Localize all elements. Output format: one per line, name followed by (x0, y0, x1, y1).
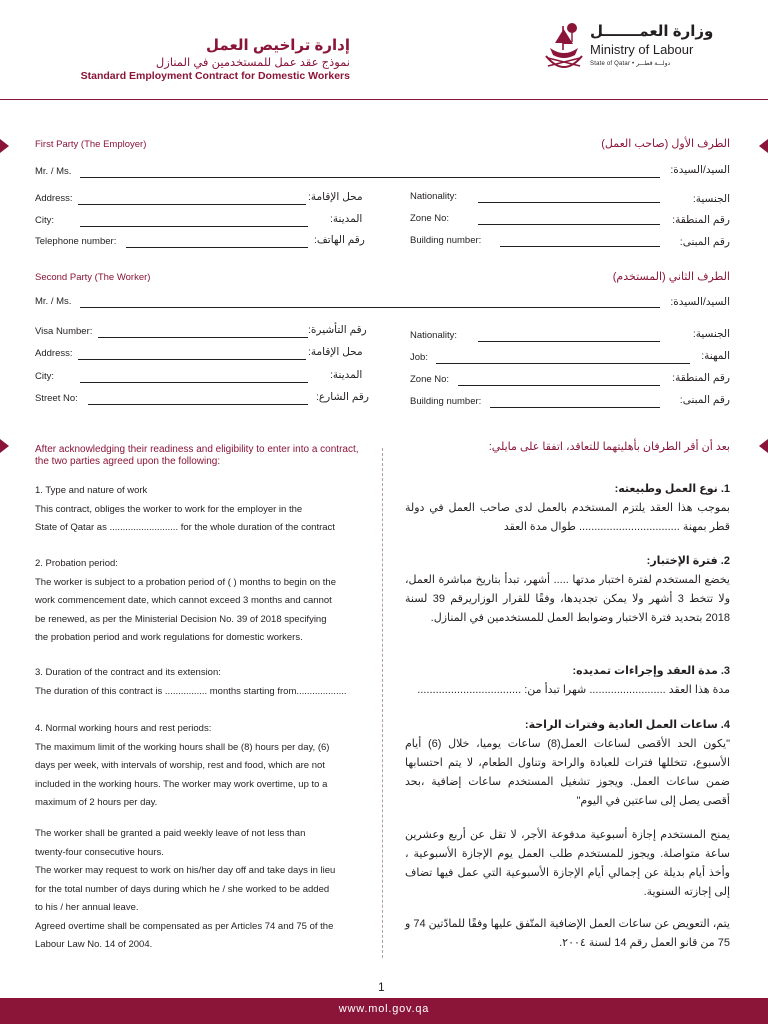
clause-3-body-arabic: مدة هذا العقد ......................... شهرا تبدأ من: .................................. (417, 684, 730, 696)
arabic-clause-2 (405, 552, 730, 628)
document-title-block (30, 36, 350, 82)
employer-telephone-field[interactable] (126, 247, 308, 248)
employer-telephone-label-arabic: رقم الهاتف: (314, 234, 365, 246)
clause-1-line: State of Qatar as .......................... for the whole duration of the contract (35, 522, 335, 533)
clause-4-overtime-arabic: يتم، التعويض عن ساعات العمل الإضافية المتّفق عليها وفقًا للمادّتين 74 و 75 من قانو العمل رقم 14 لسنة ٢٠٠٤. (405, 918, 730, 949)
arabic-clause-3 (405, 662, 730, 700)
worker-street-label-arabic: رقم الشارع: (316, 391, 369, 403)
worker-building-label-arabic: رقم المبنى: (679, 394, 730, 406)
employer-city-field[interactable] (80, 226, 308, 227)
first-party-title-english: First Party (The Employer) (35, 139, 147, 150)
clause-2-title: 2. Probation period: (35, 558, 118, 569)
english-clause-3 (35, 664, 365, 701)
clause-1-body-arabic: بموجب هذا العقد يلتزم المستخدم بالعمل لدى صاحب العمل في دولة قطر بمهنة ................................. طوال مدة العقد (405, 502, 730, 533)
english-clauses (35, 482, 365, 538)
worker-street-field[interactable] (88, 404, 308, 405)
worker-street-label: Street No: (35, 393, 78, 404)
clause-1-line: This contract, obliges the worker to work for the employer in the (35, 503, 303, 515)
employer-address-field[interactable] (78, 204, 306, 205)
english-clause-2 (35, 555, 365, 648)
worker-job-field[interactable] (436, 363, 690, 364)
clause-4-line: The maximum limit of the working hours shall be (8) hours per day, (6) (35, 741, 330, 753)
employer-city-label: City: (35, 215, 54, 226)
employer-telephone-label: Telephone number: (35, 236, 117, 247)
arabic-clause-1 (405, 480, 730, 537)
english-clause-4-leave (35, 825, 365, 955)
clause-4-line: Labour Law No. 14 of 2004. (35, 939, 153, 950)
employer-name-field[interactable] (80, 177, 660, 178)
employer-nationality-label: Nationality: (410, 191, 457, 202)
clause-4-body-arabic: "يكون الحد الأقصى لساعات العمل(8) ساعات يوميا، خلال (6) أيام الأسبوع، تتخللها فترات للعبادة والراحة وتناول الطعام، لا يتم احتسابها ضمن ساعات العمل. ويجوز تشغيل المستخدم ساعات إضافية ،بحد أقصى يصل إلى ساعتين في اليوم" (405, 738, 730, 807)
clause-4-line: included in the working hours. The worker may work overtime, up to a (35, 778, 328, 790)
worker-visa-label-arabic: رقم التأشيرة: (308, 324, 367, 336)
clause-4-leave-arabic: يمنح المستخدم إجازة أسبوعية مدفوعة الأجر، لا تقل عن أربع وعشرين ساعة متواصلة. ويجوز للمستخدم طلب العمل يوم الإجازة الأسبوعية ، وأخذ أيام بديلة عن إجمالي أيام الإجازة الأسبوعية التي عمل فيها تضاف إلى إجازته السنوية. (405, 829, 730, 898)
clause-3-line: The duration of this contract is ................ months starting from................... (35, 685, 347, 697)
worker-job-label: Job: (410, 352, 428, 363)
clause-2-body-arabic: يخضع المستخدم لفترة اختبار مدتها ..... أشهر، تبدأ بتاريخ مباشرة العمل، ولا تتخط 3 أشهر ولا يمكن تجديدها، وفقًا للقرار الوزاريرقم 39 لسنة 2018 بتحديد فترة الاختبار وضوابط العمل للمستخدمين في المنازل. (405, 574, 731, 624)
page-number: 1 (378, 980, 385, 994)
agreement-intro-arabic: بعد أن أقر الطرفان بأهليتهما للتعاقد، اتفقا على مايلي: (488, 441, 730, 453)
worker-job-label-arabic: المهنة: (701, 350, 730, 362)
arabic-clause-4-leave (405, 826, 730, 902)
document-subtitle-arabic: نموذج عقد عمل للمستخدمين في المنازل (155, 57, 350, 69)
second-party-title-english: Second Party (The Worker) (35, 272, 151, 283)
margin-marker (759, 139, 768, 153)
header-divider (0, 99, 768, 100)
worker-nationality-field[interactable] (478, 341, 660, 342)
clause-4-line: for the total number of days during which he / she worked to be added (35, 883, 330, 895)
ministry-name-english: Ministry of Labour (590, 42, 694, 57)
worker-city-field[interactable] (80, 382, 308, 383)
worker-name-label-arabic: السيد/السيدة: (670, 296, 730, 308)
employer-city-label-arabic: المدينة: (330, 213, 363, 225)
margin-marker (0, 439, 9, 453)
document-title-english: Standard Employment Contract for Domestic Workers (80, 70, 350, 82)
clause-2-title-arabic: 2. فترة الإختبار: (646, 555, 730, 567)
arabic-clause-4-overtime (405, 915, 730, 953)
clause-4-line: The worker may request to work on his/her day off and take days in lieu (35, 865, 336, 876)
second-party-title-arabic: الطرف الثاني (المستخدم) (612, 271, 730, 283)
english-clause-4 (35, 720, 365, 813)
worker-zone-label: Zone No: (410, 374, 450, 385)
clause-4-line: Agreed overtime shall be compensated as per Articles 74 and 75 of the (35, 920, 334, 932)
worker-building-field[interactable] (490, 407, 660, 408)
state-label: State of Qatar • دولـــة قطـــر (590, 61, 671, 67)
qatar-emblem-icon (542, 18, 586, 76)
employer-address-label-arabic: محل الإقامة: (308, 191, 363, 203)
employer-building-field[interactable] (500, 246, 660, 247)
clause-4-line: twenty-four consecutive hours. (35, 846, 164, 858)
clause-4-line: days per week, with intervals of worship, rest and food, which are not (35, 760, 325, 771)
employer-building-label-arabic: رقم المبنى: (679, 236, 730, 248)
worker-visa-label: Visa Number: (35, 326, 93, 337)
clause-4-line: The worker shall be granted a paid weekly leave of not less than (35, 828, 306, 839)
clause-1-title: 1. Type and nature of work (35, 485, 148, 496)
arabic-clause-4 (405, 716, 730, 811)
worker-address-label-arabic: محل الإقامة: (308, 346, 363, 358)
worker-zone-field[interactable] (458, 385, 660, 386)
worker-building-label: Building number: (410, 396, 482, 407)
employer-zone-label-arabic: رقم المنطقة: (672, 214, 730, 226)
employer-nationality-field[interactable] (478, 202, 660, 203)
clause-2-line: be renewed, as per the Ministerial Decision No. 39 of 2018 specifying (35, 613, 327, 625)
employer-name-label-arabic: السيد/السيدة: (670, 164, 730, 176)
agreement-intro-english: After acknowledging their readiness and eligibility to enter into a contract, the two parties agreed upon the following: (35, 444, 359, 467)
document-header (0, 0, 768, 100)
worker-nationality-label-arabic: الجنسية: (692, 328, 730, 340)
employer-zone-field[interactable] (478, 224, 660, 225)
worker-visa-field[interactable] (98, 337, 308, 338)
clause-4-line: maximum of 2 hours per day. (35, 797, 158, 808)
employer-address-label: Address: (35, 193, 73, 204)
worker-zone-label-arabic: رقم المنطقة: (672, 372, 730, 384)
ministry-block (590, 22, 750, 67)
first-party-title-arabic: الطرف الأول (صاحب العمل) (601, 138, 730, 150)
employer-building-label: Building number: (410, 235, 482, 246)
clause-2-line: the probation period and work regulations for domestic workers. (35, 632, 303, 643)
worker-address-field[interactable] (78, 359, 306, 360)
clause-4-title: 4. Normal working hours and rest periods: (35, 723, 212, 734)
column-divider (382, 448, 383, 958)
document-title-arabic: إدارة تراخيص العمل (206, 37, 350, 54)
clause-3-title: 3. Duration of the contract and its extension: (35, 667, 221, 678)
clause-4-line: to his / her annual leave. (35, 902, 139, 913)
ministry-name-arabic: وزارة العمـــــــل (590, 23, 714, 40)
worker-city-label-arabic: المدينة: (330, 369, 363, 381)
employer-nationality-label-arabic: الجنسية: (692, 193, 730, 205)
clause-2-line: The worker is subject to a probation period of ( ) months to begin on the (35, 576, 336, 588)
worker-address-label: Address: (35, 348, 73, 359)
worker-name-field[interactable] (80, 307, 660, 308)
clause-1-title-arabic: 1. نوع العمل وطبيعته: (614, 483, 730, 495)
employer-name-label: Mr. / Ms. (35, 166, 72, 177)
clause-2-line: work commencement date, which cannot exceed 3 months and cannot (35, 595, 332, 606)
clause-3-title-arabic: 3. مدة العقد وإجراءات تمديده: (572, 665, 730, 677)
margin-marker (759, 439, 768, 453)
website-link[interactable]: www.mol.gov.qa (338, 1003, 430, 1015)
worker-name-label: Mr. / Ms. (35, 296, 72, 307)
employer-zone-label: Zone No: (410, 213, 450, 224)
worker-city-label: City: (35, 371, 54, 382)
clause-4-title-arabic: 4. ساعات العمل العادية وفترات الراحة: (524, 719, 730, 731)
margin-marker (0, 139, 9, 153)
worker-nationality-label: Nationality: (410, 330, 457, 341)
